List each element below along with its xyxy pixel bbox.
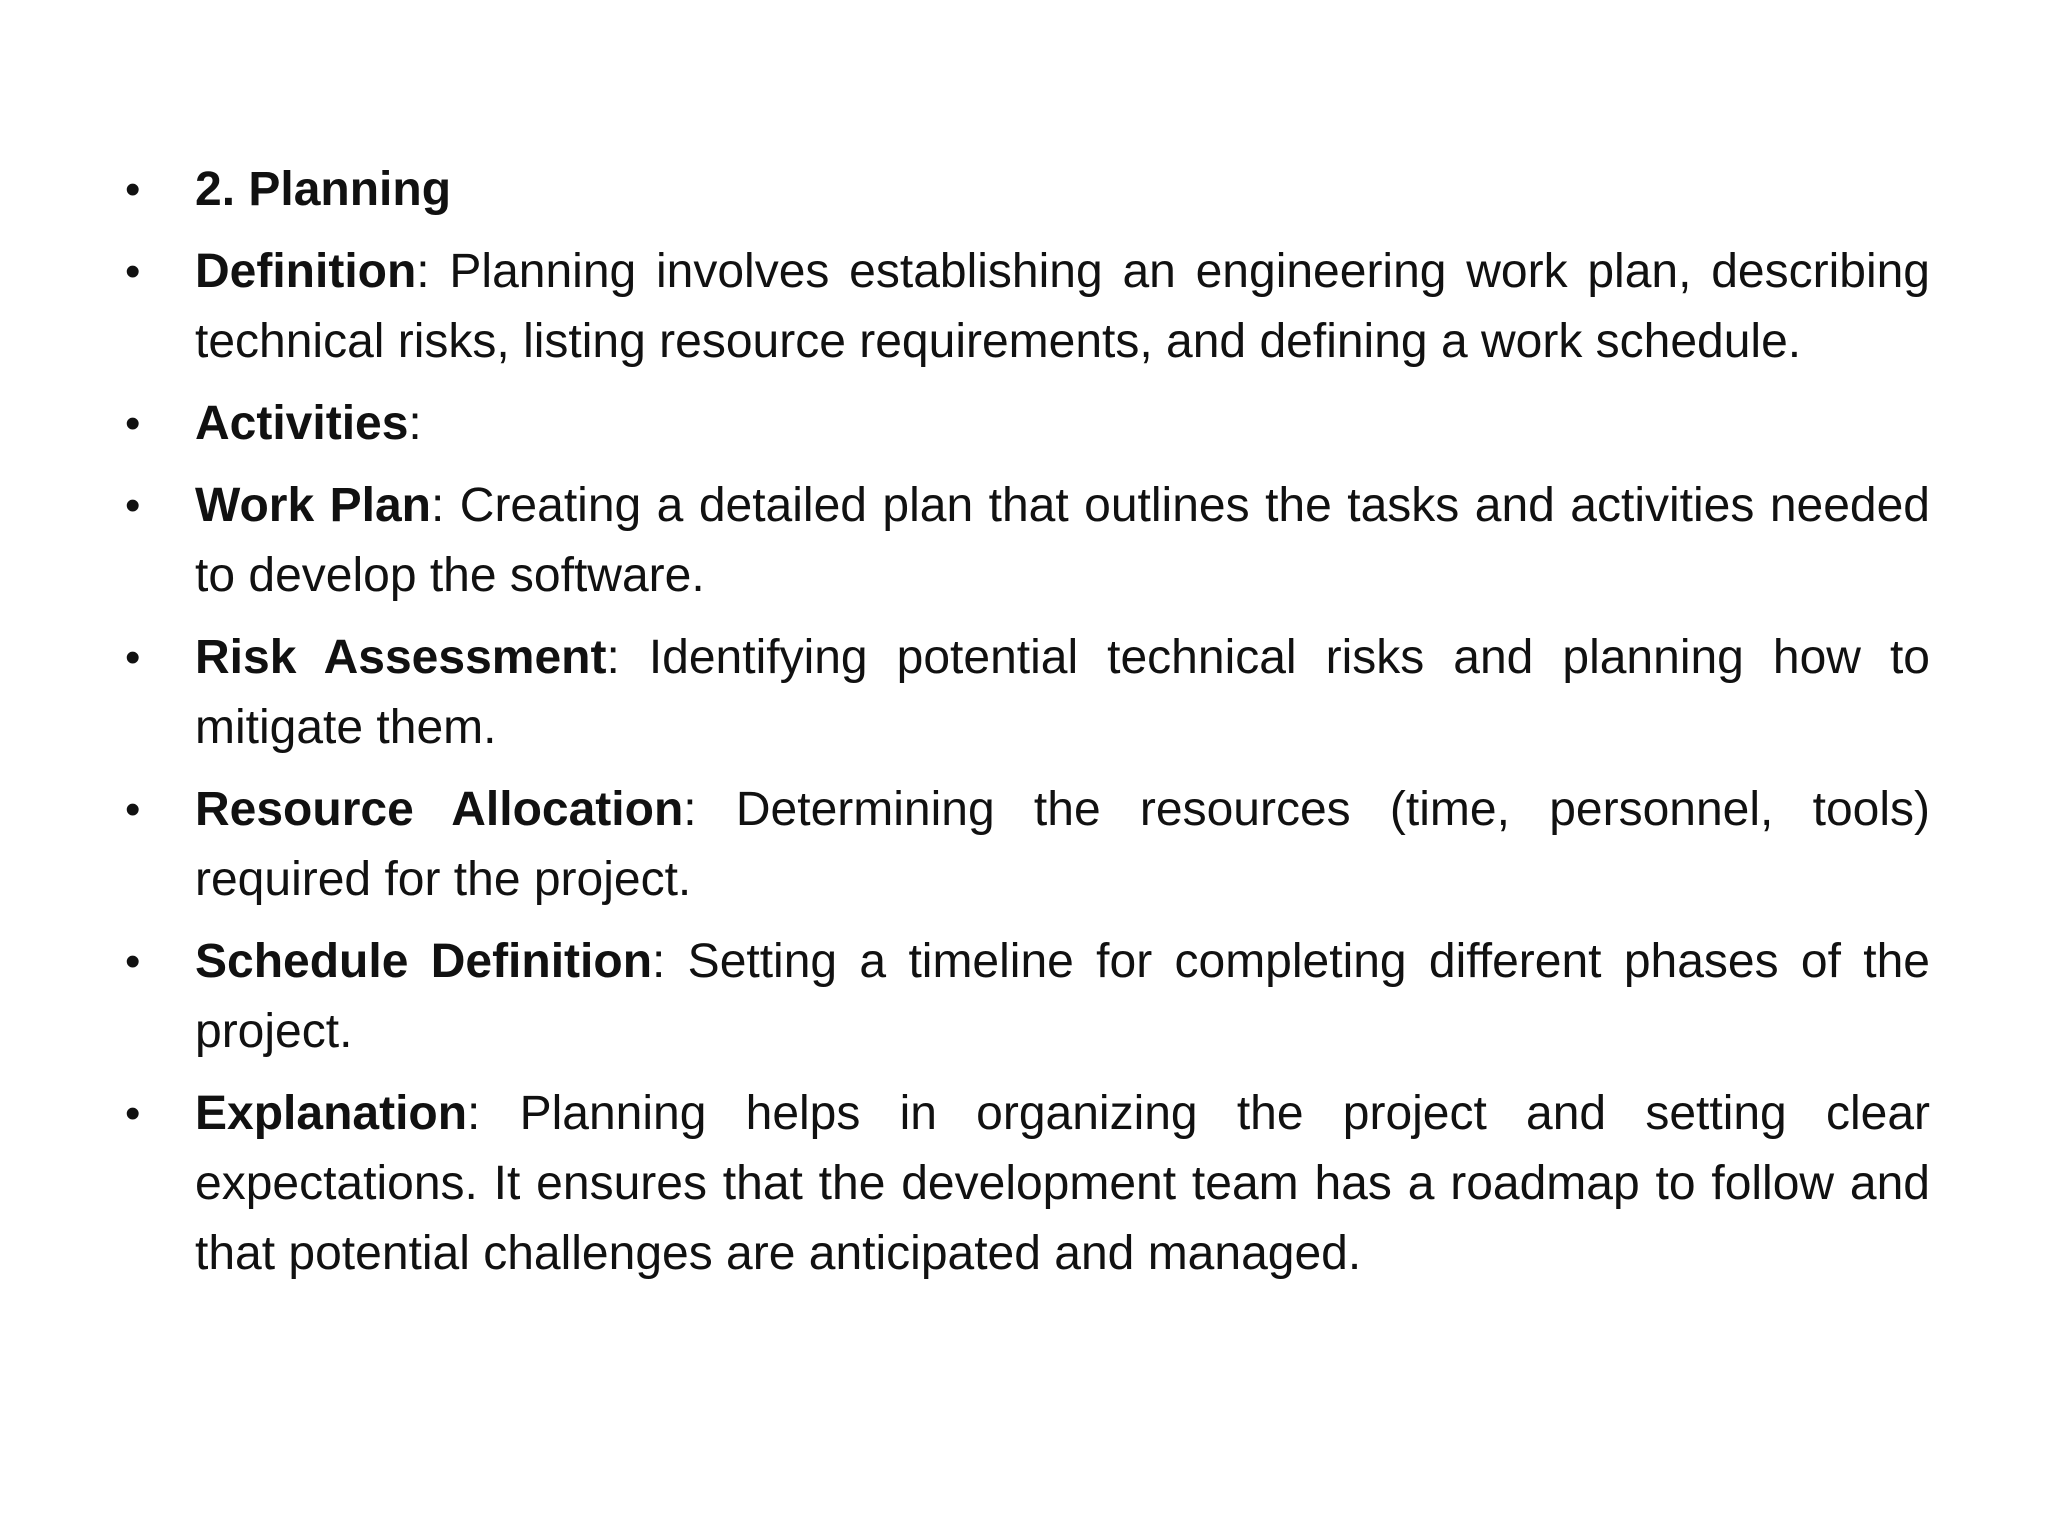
bullet-text: Determining the resources (time, personnel, tools) required for the project. bbox=[195, 783, 1931, 906]
bullet-separator: : bbox=[652, 935, 666, 988]
bullet-term: Activities bbox=[195, 397, 409, 450]
bullet-term: Schedule Definition bbox=[195, 935, 653, 988]
bullet-item-activities bbox=[125, 389, 1930, 459]
bullet-item-explanation bbox=[125, 1079, 1930, 1289]
bullet-icon: • bbox=[125, 937, 141, 986]
bullet-item-definition bbox=[125, 237, 1930, 377]
bullet-text: Creating a detailed plan that outlines the tasks and activities needed to develop the software. bbox=[195, 479, 1930, 602]
bullet-item-schedule-definition bbox=[125, 927, 1930, 1067]
bullet-icon: • bbox=[125, 165, 141, 214]
bullet-icon: • bbox=[125, 633, 141, 682]
bullet-separator: : bbox=[430, 479, 445, 532]
bullet-text: Planning helps in organizing the project and setting clear expectations. It ensures that the development team has a roadmap to follow and that potential challenges are anticipated and managed. bbox=[195, 1087, 1930, 1280]
bullet-item-planning-heading bbox=[125, 155, 1930, 225]
bullet-icon: • bbox=[125, 399, 141, 448]
bullet-term: Risk Assessment bbox=[195, 631, 607, 684]
bullet-term: Resource Allocation bbox=[195, 783, 684, 836]
bullet-separator: : bbox=[416, 245, 430, 298]
bullet-term: Definition bbox=[195, 245, 417, 298]
bullet-text: Setting a timeline for completing different phases of the project. bbox=[195, 935, 1930, 1058]
bullet-separator: : bbox=[683, 783, 697, 836]
bullet-term: Work Plan bbox=[195, 479, 431, 532]
bullet-list bbox=[125, 155, 1930, 1301]
bullet-term: Explanation bbox=[195, 1087, 468, 1140]
bullet-icon: • bbox=[125, 1089, 141, 1138]
bullet-term: 2. Planning bbox=[195, 163, 452, 216]
bullet-text: Planning involves establishing an engineering work plan, describing technical risks, listing resource requirements, and defining a work schedule. bbox=[195, 245, 1930, 368]
bullet-item-risk-assessment bbox=[125, 623, 1930, 763]
bullet-item-resource-allocation bbox=[125, 775, 1930, 915]
bullet-icon: • bbox=[125, 481, 141, 530]
bullet-text: Identifying potential technical risks and planning how to mitigate them. bbox=[195, 631, 1930, 754]
bullet-separator: : bbox=[606, 631, 620, 684]
bullet-item-work-plan bbox=[125, 471, 1930, 611]
bullet-icon: • bbox=[125, 247, 141, 296]
bullet-separator: : bbox=[408, 397, 422, 450]
bullet-icon: • bbox=[125, 785, 141, 834]
bullet-separator: : bbox=[467, 1087, 481, 1140]
